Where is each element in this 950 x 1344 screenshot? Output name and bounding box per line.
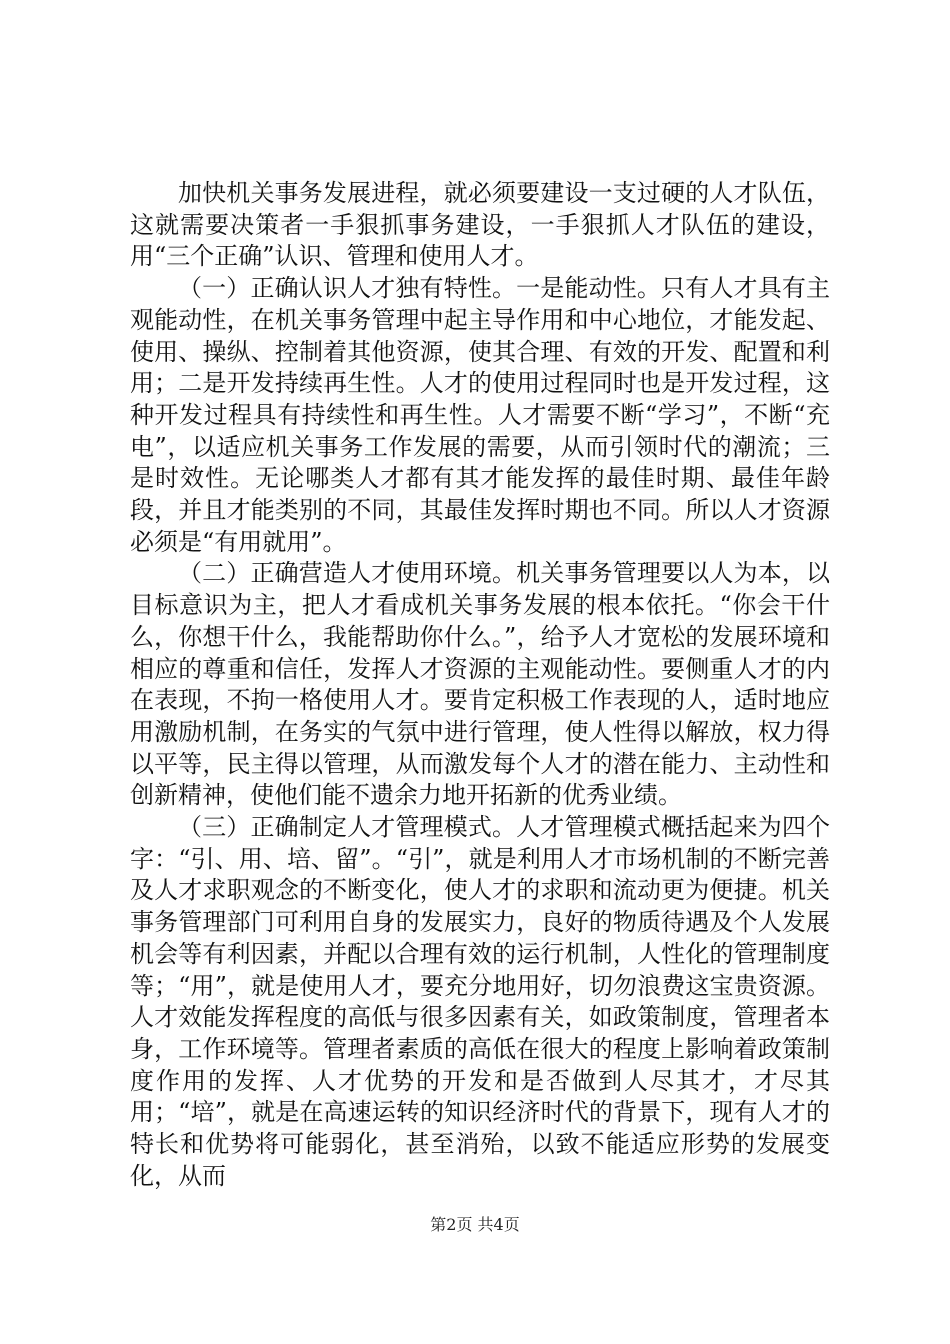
paragraph-intro: 加快机关事务发展进程，就必须要建设一支过硬的人才队伍，这就需要决策者一手狠抓事务建设，一手狠抓人才队伍的建设，用“三个正确”认识、管理和使用人才。 [130, 179, 830, 271]
document-body [130, 178, 830, 1193]
page-number-footer: 第2页 共4页 [430, 1215, 520, 1234]
paragraph-section-3: （三）正确制定人才管理模式。人才管理模式概括起来为四个字：“引、用、培、留”。“引”，就是利用人才市场机制的不断完善及人才求职观念的不断变化，使人才的求职和流动更为便捷。机关事务管理部门可利用自身的发展实力，良好的物质待遇及个人发展机会等有利因素，并配以合理有效的运行机制，人性化的管理制度等；“用”，就是使用人才，要充分地用好，切勿浪费这宝贵资源。人才效能发挥程度的高低与很多因素有关，如政策制度，管理者本身，工作环境等。管理者素质的高低在很大的程度上影响着政策制度作用的发挥、人才优势的开发和是否做到人尽其才，才尽其用；“培”，就是在高速运转的知识经济时代的背景下，现有人才的特长和优势将可能弱化，甚至消殆，以致不能适应形势的发展变化，从而 [130, 813, 830, 1190]
paragraph-section-1: （一）正确认识人才独有特性。一是能动性。只有人才具有主观能动性，在机关事务管理中起主导作用和中心地位，才能发起、使用、操纵、控制着其他资源，使其合理、有效的开发、配置和利用；二是开发持续再生性。人才的使用过程同时也是开发过程，这种开发过程具有持续性和再生性。人才需要不断“学习”，不断“充电”，以适应机关事务工作发展的需要，从而引领时代的潮流；三是时效性。无论哪类人才都有其才能发挥的最佳时期、最佳年龄段，并且才能类别的不同，其最佳发挥时期也不同。所以人才资源必须是“有用就用”。 [130, 274, 830, 556]
paragraph-section-2: （二）正确营造人才使用环境。机关事务管理要以人为本，以目标意识为主，把人才看成机关事务发展的根本依托。“你会干什么，你想干什么，我能帮助你什么。”，给予人才宽松的发展环境和相应的尊重和信任，发挥人才资源的主观能动性。要侧重人才的内在表现，不拘一格使用人才。要肯定积极工作表现的人，适时地应用激励机制，在务实的气氛中进行管理，使人性得以解放，权力得以平等，民主得以管理，从而激发每个人才的潜在能力、主动性和创新精神，使他们能不遗余力地开拓新的优秀业绩。 [130, 559, 830, 810]
